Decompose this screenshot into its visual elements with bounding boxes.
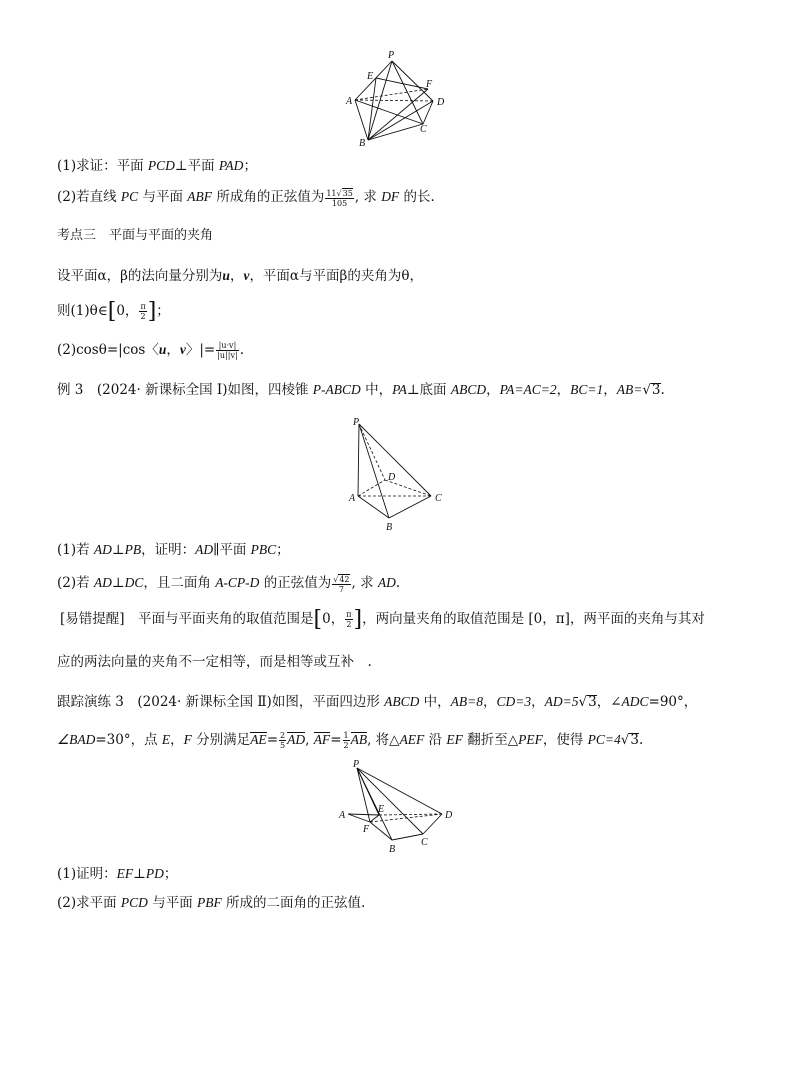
label-F: F xyxy=(426,79,433,90)
tip-line-2: 应的两法向量的夹角不一定相等，而是相等或互补 . xyxy=(57,654,372,670)
practice3-question-1: (1)证明：EF⊥PD； xyxy=(57,866,178,882)
label-C: C xyxy=(421,837,428,848)
label-A: A xyxy=(339,810,346,821)
label-B: B xyxy=(359,138,366,148)
figure-folded-quadrilateral xyxy=(335,760,465,858)
section-title: 考点三 平面与平面的夹角 xyxy=(57,228,214,243)
practice3-statement-line-2: ∠BAD=30°，点 E，F 分别满足AE= $\frac{2}{5}$ AD, AF= $\frac{1}{2}$ AB, 将△AEF 沿 EF 翻折至△PEF，使得 PC=4√3. xyxy=(57,731,644,750)
tip-label: [易错提醒] xyxy=(60,611,125,627)
label-B: B xyxy=(386,522,393,533)
label-P: P xyxy=(388,50,395,61)
figure-pyramid-1 xyxy=(330,48,460,148)
practice3-question-2: (2)求平面 PCD 与平面 PBF 所成的二面角的正弦值. xyxy=(57,895,366,911)
label-P: P xyxy=(353,760,360,770)
label-P: P xyxy=(353,417,360,428)
theory-line-2: 则(1)θ∈[0， $\frac{\pi}{2}$ ]； xyxy=(57,299,170,324)
label-C: C xyxy=(435,493,442,504)
block1-question-2: (2)若直线 PC 与平面 ABF 所成角的正弦值为 $\frac{11√35}{105}$ , 求 DF 的长. xyxy=(57,188,435,208)
label-E: E xyxy=(367,71,374,82)
label-D: D xyxy=(388,472,396,483)
figure-pyramid-2 xyxy=(345,414,455,536)
label-A: A xyxy=(349,493,356,504)
tip-line-1: [易错提醒] 平面与平面夹角的取值范围是[0， $\frac{\pi}{2}$ ]，两向量夹角的取值范围是 [0，π]，两平面的夹角与其对 xyxy=(60,607,705,632)
example3-statement: 例 3 (2024· 新课标全国 Ⅰ)如图，四棱锥 P-ABCD 中，PA⊥底面 ABCD，PA=AC=2，BC=1，AB=√3. xyxy=(57,382,665,398)
example3-question-1: (1)若 AD⊥PB，证明：AD∥平面 PBC； xyxy=(57,542,290,558)
practice3-statement-line-1: 跟踪演练 3 (2024· 新课标全国 Ⅱ)如图，平面四边形 ABCD 中，AB=8，CD=3，AD=5√3，∠ADC=90°， xyxy=(57,694,698,710)
label-E: E xyxy=(378,804,385,815)
label-F: F xyxy=(363,824,370,835)
fraction-sine-value: $\frac{11√35}{105}$ xyxy=(326,188,353,208)
label-A: A xyxy=(346,96,353,107)
label-D: D xyxy=(437,97,445,108)
label-B: B xyxy=(389,844,396,855)
theory-line-3: (2)cosθ=|cos〈u，v〉|= $\frac{|u\cdot v|}{|u||v|}$ . xyxy=(57,341,244,360)
label-C: C xyxy=(420,124,427,135)
example3-question-2: (2)若 AD⊥DC，且二面角 A-CP-D 的正弦值为 $\frac{√42}{7}$ , 求 AD. xyxy=(57,574,401,594)
block1-question-1: (1)求证：平面 PCD⊥平面 PAD； xyxy=(57,158,257,174)
theory-line-1: 设平面α，β的法向量分别为u，v，平面α与平面β的夹角为θ， xyxy=(57,268,423,284)
label-D: D xyxy=(445,810,453,821)
